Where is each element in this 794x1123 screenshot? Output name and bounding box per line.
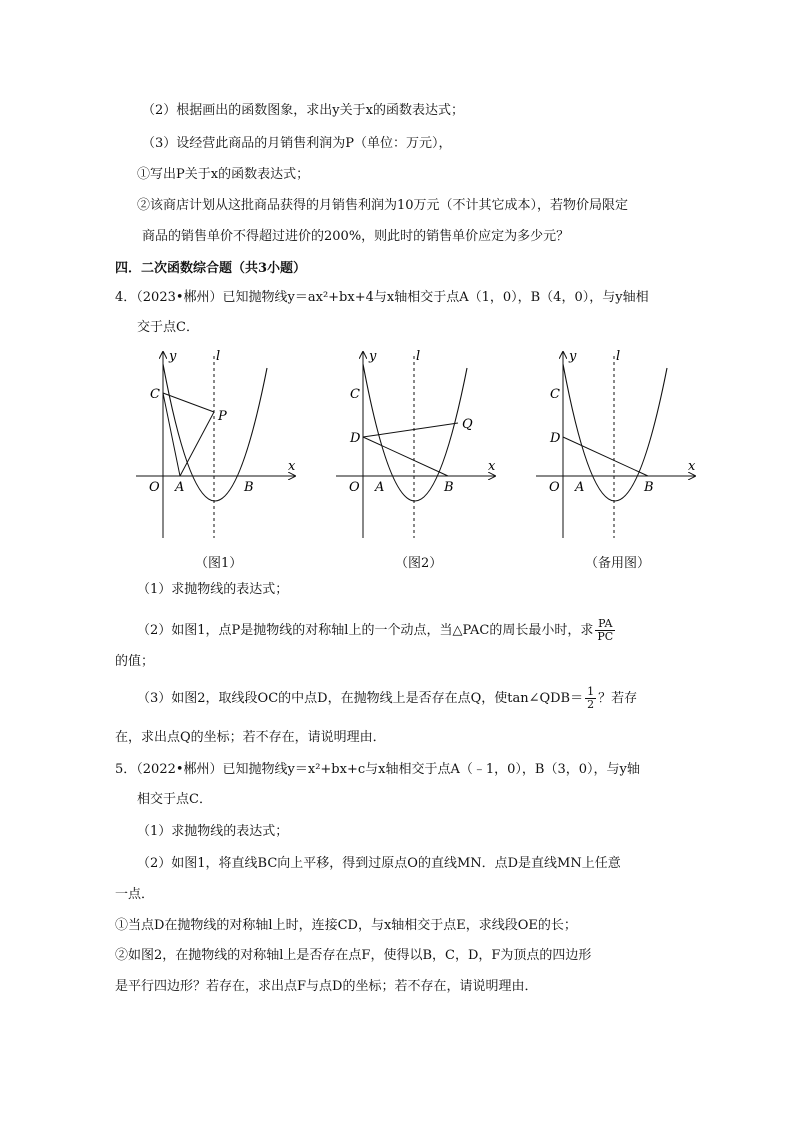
question-4-stem-cont: 交于点C． <box>137 320 199 335</box>
question-5-stem-cont: 相交于点C． <box>137 792 212 807</box>
figure-2 <box>330 340 510 550</box>
question-5-part2-1: ①当点D在抛物线的对称轴l上时，连接CD，与x轴相交于点E，求线段OE的长； <box>115 918 577 933</box>
question-4-part3-cont: 在，求出点Q的坐标；若不存在，请说明理由． <box>115 730 386 745</box>
question-4-part3-text: （3）如图2，取线段OC的中点D，在抛物线上是否存在点Q，使tan∠QDB＝ <box>137 691 584 706</box>
segment-db <box>363 437 448 476</box>
question-4-part2-cont: 的值； <box>115 654 155 669</box>
line-q3-part2: （2）根据画出的函数图象，求出y关于x的函数表达式； <box>142 103 464 118</box>
label-b: B <box>644 480 654 495</box>
section-heading: 四．二次函数综合题（共3小题） <box>115 261 307 276</box>
label-b: B <box>244 480 254 495</box>
line-q3-part3-2-cont: 商品的销售单价不得超过进价的200%，则此时的销售单价应定为多少元？ <box>142 229 570 244</box>
question-4-part3 <box>137 686 637 711</box>
label-d: D <box>350 431 361 446</box>
question-4-part2-text: （2）如图1，点P是抛物线的对称轴l上的一个动点，当△PAC的周长最小时，求 <box>137 623 594 638</box>
label-o: O <box>149 480 160 495</box>
label-d: D <box>550 431 561 446</box>
line-q3-part3: （3）设经营此商品的月销售利润为P（单位：万元）， <box>142 136 452 151</box>
label-c: C <box>350 387 360 402</box>
label-l: l <box>216 349 221 364</box>
label-q: Q <box>462 417 473 432</box>
label-y: y <box>169 349 177 364</box>
fraction-one-half: $\frac{1}{2}$ <box>587 685 595 711</box>
caption-figure-backup: （备用图） <box>585 556 651 571</box>
label-c: C <box>550 387 560 402</box>
question-5-part2: （2）如图1，将直线BC向上平移，得到过原点O的直线MN．点D是直线MN上任意 <box>137 856 621 871</box>
question-4-stem: 4．（2023•郴州）已知抛物线y＝ax²+bx+4与x轴相交于点A（1，0），B（4，0），与y轴相 <box>115 290 649 305</box>
question-5-part1: （1）求抛物线的表达式； <box>137 824 289 839</box>
label-y: y <box>369 349 377 364</box>
label-p: P <box>218 409 227 424</box>
label-l: l <box>416 349 421 364</box>
line-q3-part3-2: ②该商店计划从这批商品获得的月销售利润为10万元（不计其它成本），若物价局限定 <box>137 198 629 213</box>
question-4-part1: （1）求抛物线的表达式； <box>137 582 289 597</box>
label-a: A <box>375 480 385 495</box>
label-y: y <box>569 349 577 364</box>
segment-ap <box>180 412 214 476</box>
label-c: C <box>150 387 160 402</box>
line-q3-part3-1: ①写出P关于x的函数表达式； <box>137 167 310 182</box>
question-4-part3-tail: ？若存 <box>598 691 638 706</box>
question-5-part2-2-cont: 是平行四边形？若存在，求出点F与点D的坐标；若不存在，请说明理由． <box>115 979 538 994</box>
label-o: O <box>549 480 560 495</box>
caption-figure-2: （图2） <box>395 556 443 571</box>
question-5-part2-2: ②如图2，在抛物线的对称轴l上是否存在点F，使得以B，C，D，F为顶点的四边形 <box>115 948 592 963</box>
caption-figure-1: （图1） <box>195 556 243 571</box>
label-x: x <box>288 459 296 474</box>
label-x: x <box>688 459 696 474</box>
question-5-part2-cont: 一点． <box>115 887 155 902</box>
segment-db <box>563 437 648 476</box>
label-l: l <box>616 349 621 364</box>
label-a: A <box>175 480 185 495</box>
label-x: x <box>488 459 496 474</box>
question-5-stem: 5．（2022•郴州）已知抛物线y＝x²+bx+c与x轴相交于点A（﹣1，0），B（3，0），与y轴 <box>115 762 640 777</box>
label-a: A <box>575 480 585 495</box>
question-4-part2 <box>137 618 617 643</box>
label-o: O <box>349 480 360 495</box>
figure-backup <box>530 340 710 550</box>
figure-1 <box>130 340 310 550</box>
fraction-pa-pc: $\frac{PA}{PC}$ <box>597 617 614 643</box>
label-b: B <box>444 480 454 495</box>
